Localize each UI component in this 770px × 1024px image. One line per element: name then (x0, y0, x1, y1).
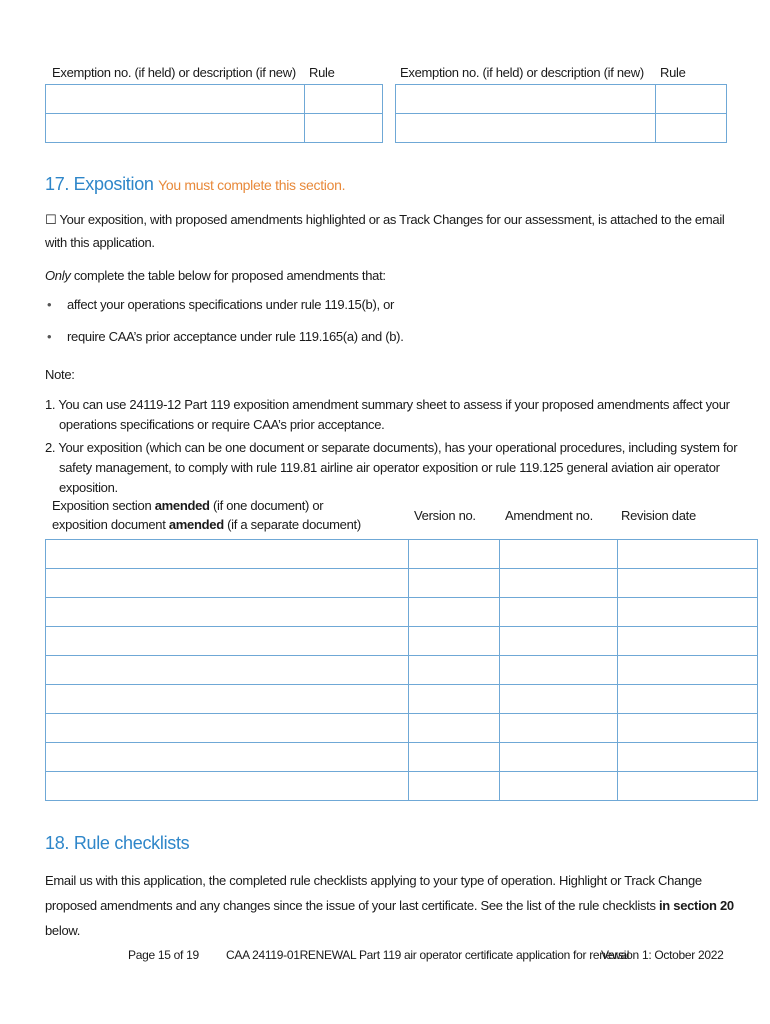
bullet-item (47, 297, 394, 312)
section-cell[interactable] (46, 656, 409, 685)
note-label: Note: (45, 367, 75, 382)
table-row (46, 656, 758, 685)
amendment-cell[interactable] (500, 627, 618, 656)
note-2: 2. Your exposition (which can be one document or separate documents), has your operational procedures, including system for safety management, to comply with rule 119.81 airline air operator exposition or rule 119.125 general aviation air operator exposition. (45, 440, 738, 495)
revision-date-cell[interactable] (618, 627, 758, 656)
rule-cell[interactable] (656, 85, 727, 114)
exemption-cell[interactable] (396, 85, 656, 114)
section-17-title: Exposition (73, 174, 154, 194)
revision-date-cell[interactable] (618, 656, 758, 685)
version-cell[interactable] (409, 772, 500, 801)
section-cell[interactable] (46, 772, 409, 801)
amendment-cell[interactable] (500, 569, 618, 598)
section-cell[interactable] (46, 685, 409, 714)
section-18-text: Email us with this application, the completed rule checklists applying to your type of operation. Highlight or Track Change proposed amendments and any changes since the issue of your last certificate. See the list of the rule checklists in section 20 below. (45, 873, 734, 938)
table-row (46, 540, 758, 569)
section-17-heading (45, 174, 345, 195)
exemption-col-label-right: Exemption no. (if held) or description (if new) (400, 65, 644, 80)
amendment-cell[interactable] (500, 656, 618, 685)
table-row (46, 714, 758, 743)
rule-col-label-left: Rule (309, 65, 335, 80)
bullet-text: affect your operations specifications under rule 119.15(b), or (67, 297, 395, 312)
only-word: Only (45, 268, 71, 283)
exemption-col-label-left: Exemption no. (if held) or description (if new) (52, 65, 296, 80)
exposition-attached-checkbox-row (45, 208, 735, 254)
section-cell[interactable] (46, 743, 409, 772)
version-cell[interactable] (409, 540, 500, 569)
version-cell[interactable] (409, 656, 500, 685)
exposition-amendments-table (45, 539, 758, 801)
table-row (46, 772, 758, 801)
table-row (46, 598, 758, 627)
bullet-item (47, 329, 404, 344)
table-row (46, 627, 758, 656)
revision-date-cell[interactable] (618, 714, 758, 743)
note-1: 1. You can use 24119-12 Part 119 exposition amendment summary sheet to assess if your proposed amendments affect your operations specifications or require CAA’s prior acceptance. (45, 397, 730, 432)
table-row (46, 743, 758, 772)
only-rest: complete the table below for proposed amendments that: (73, 268, 386, 283)
section-cell[interactable] (46, 598, 409, 627)
expo-col-section-header: Exposition section amended (if one document) or exposition document amended (if a separate document) (52, 498, 361, 532)
bullet-icon: • (47, 329, 52, 344)
revision-date-cell[interactable] (618, 540, 758, 569)
revision-date-cell[interactable] (618, 569, 758, 598)
checkbox-icon[interactable]: ☐ (45, 212, 57, 227)
version-cell[interactable] (409, 743, 500, 772)
version-cell[interactable] (409, 714, 500, 743)
revision-date-cell[interactable] (618, 598, 758, 627)
exemption-cell[interactable] (46, 85, 305, 114)
table-row (46, 685, 758, 714)
amendment-cell[interactable] (500, 685, 618, 714)
amendment-cell[interactable] (500, 714, 618, 743)
revision-date-cell[interactable] (618, 772, 758, 801)
section-cell[interactable] (46, 569, 409, 598)
bullet-icon: • (47, 297, 52, 312)
amendment-cell[interactable] (500, 772, 618, 801)
version-cell[interactable] (409, 569, 500, 598)
section-17-number: 17. (45, 174, 70, 194)
rule-cell[interactable] (305, 85, 383, 114)
section-17-required-note: You must complete this section. (158, 177, 346, 193)
rule-cell[interactable] (656, 114, 727, 143)
amendment-cell[interactable] (500, 743, 618, 772)
only-instruction (45, 264, 386, 287)
section-cell[interactable] (46, 540, 409, 569)
revision-date-cell[interactable] (618, 743, 758, 772)
section-cell[interactable] (46, 714, 409, 743)
expo-col-revision-header: Revision date (621, 508, 696, 523)
version-cell[interactable] (409, 685, 500, 714)
section-18-title: 18. Rule checklists (45, 833, 190, 853)
exemption-table-right (395, 84, 727, 143)
amendment-cell[interactable] (500, 540, 618, 569)
expo-col-version-header: Version no. (414, 508, 476, 523)
exemption-cell[interactable] (46, 114, 305, 143)
rule-col-label-right: Rule (660, 65, 686, 80)
checkbox-label: Your exposition, with proposed amendments highlighted or as Track Changes for our assessment, is attached to the email with this application. (45, 212, 725, 250)
section-cell[interactable] (46, 627, 409, 656)
bullet-text: require CAA’s prior acceptance under rule 119.165(a) and (b). (67, 329, 404, 344)
footer-page-number: Page 15 of 19 (128, 948, 199, 962)
exemption-table-left (45, 84, 383, 143)
expo-col-amendment-header: Amendment no. (505, 508, 593, 523)
rule-cell[interactable] (305, 114, 383, 143)
footer-document-title: CAA 24119-01RENEWAL Part 119 air operator certificate application for renewal (226, 948, 630, 962)
version-cell[interactable] (409, 598, 500, 627)
footer-version: Version 1: October 2022 (601, 948, 724, 962)
revision-date-cell[interactable] (618, 685, 758, 714)
table-row (46, 569, 758, 598)
version-cell[interactable] (409, 627, 500, 656)
exemption-cell[interactable] (396, 114, 656, 143)
amendment-cell[interactable] (500, 598, 618, 627)
